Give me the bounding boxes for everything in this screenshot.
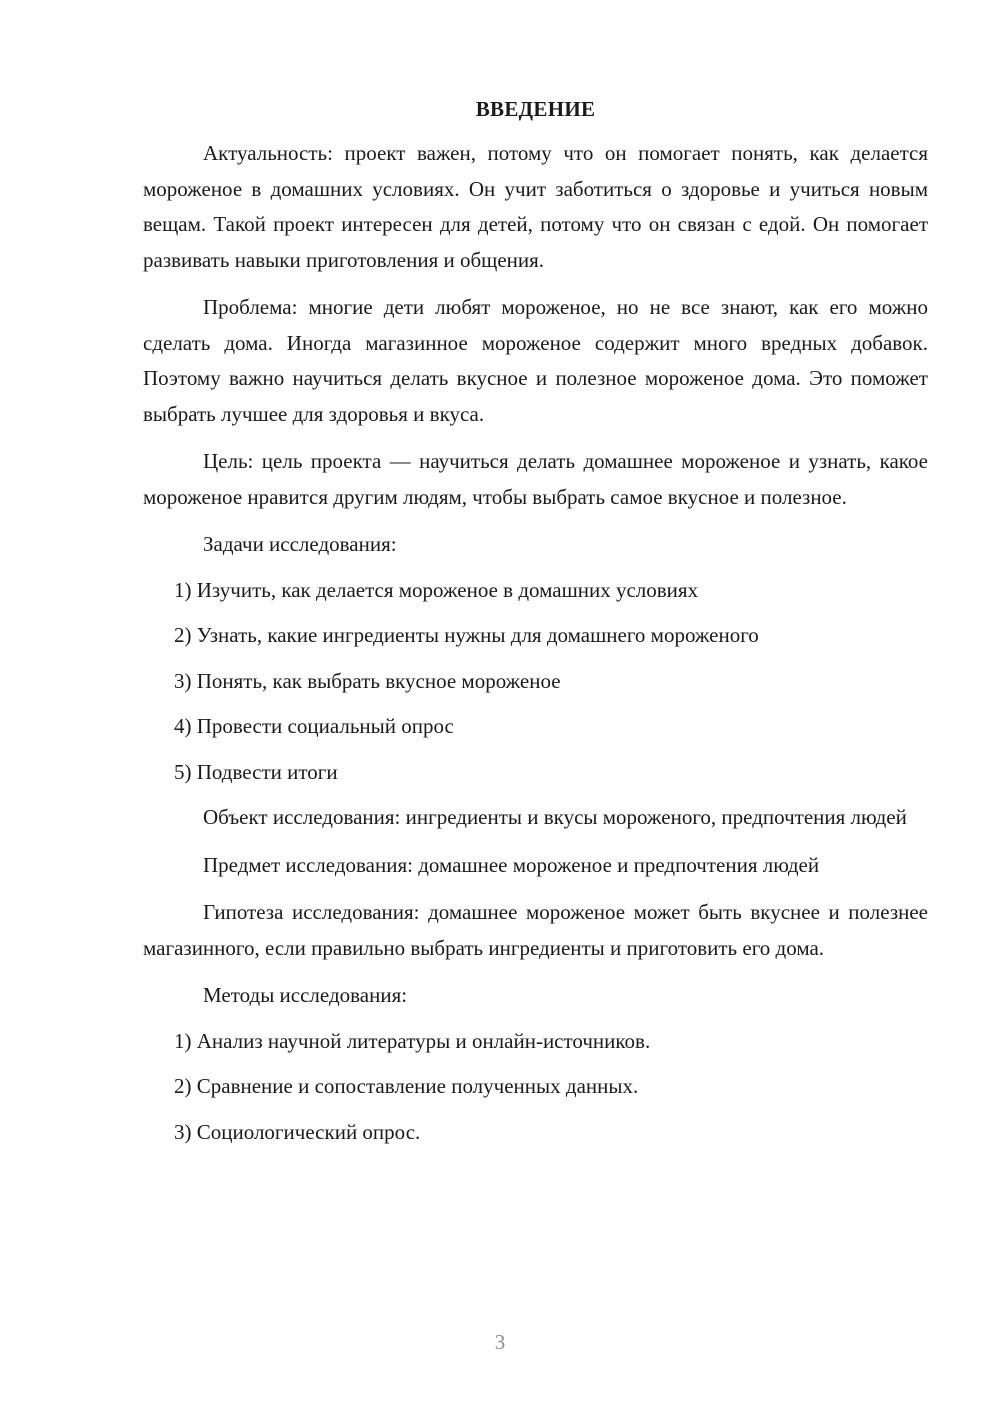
hypothesis-paragraph: Гипотеза исследования: домашнее мороженое может быть вкуснее и полезнее магазинного, если правильно выбрать ингредиенты и приготовить его дома. <box>143 900 928 960</box>
object-paragraph: Объект исследования: ингредиенты и вкусы мороженого, предпочтения людей <box>203 805 907 829</box>
method-item: 2) Сравнение и сопоставление полученных данных. <box>174 1074 639 1098</box>
task-item: 4) Провести социальный опрос <box>174 714 454 738</box>
problem-paragraph: Проблема: многие дети любят мороженое, но не все знают, как его можно сделать дома. Иногда магазинное мороженое содержит много вредных добавок. Поэтому важно научиться делать вкусное и полезное мороженое дома. Это поможет выбрать лучшее для здоровья и вкуса. <box>143 295 928 426</box>
subject-paragraph: Предмет исследования: домашнее мороженое и предпочтения людей <box>203 852 820 877</box>
tasks-heading: Задачи исследования: <box>203 532 397 556</box>
methods-heading: Методы исследования: <box>203 983 408 1007</box>
goal-paragraph: Цель: цель проекта — научиться делать домашнее мороженое и узнать, какое мороженое нравится другим людям, чтобы выбрать самое вкусное и полезное. <box>143 449 928 509</box>
document-page <box>143 94 928 1160</box>
page-title: ВВЕДЕНИЕ <box>475 97 596 121</box>
task-item: 1) Изучить, как делается мороженое в домашних условиях <box>174 577 699 602</box>
task-item: 3) Понять, как выбрать вкусное мороженое <box>174 668 561 693</box>
method-item: 3) Социологический опрос. <box>174 1119 421 1144</box>
page-number: 3 <box>494 1330 506 1354</box>
method-item: 1) Анализ научной литературы и онлайн-источников. <box>174 1028 651 1053</box>
relevance-paragraph: Актуальность: проект важен, потому что он помогает понять, как делается мороженое в домашних условиях. Он учит заботиться о здоровье и учиться новым вещам. Такой проект интересен для детей, потому что он связан с едой. Он помогает развивать навыки приготовления и общения. <box>143 141 928 272</box>
task-item: 5) Подвести итоги <box>174 759 338 784</box>
task-item: 2) Узнать, какие ингредиенты нужны для домашнего мороженого <box>174 623 759 647</box>
